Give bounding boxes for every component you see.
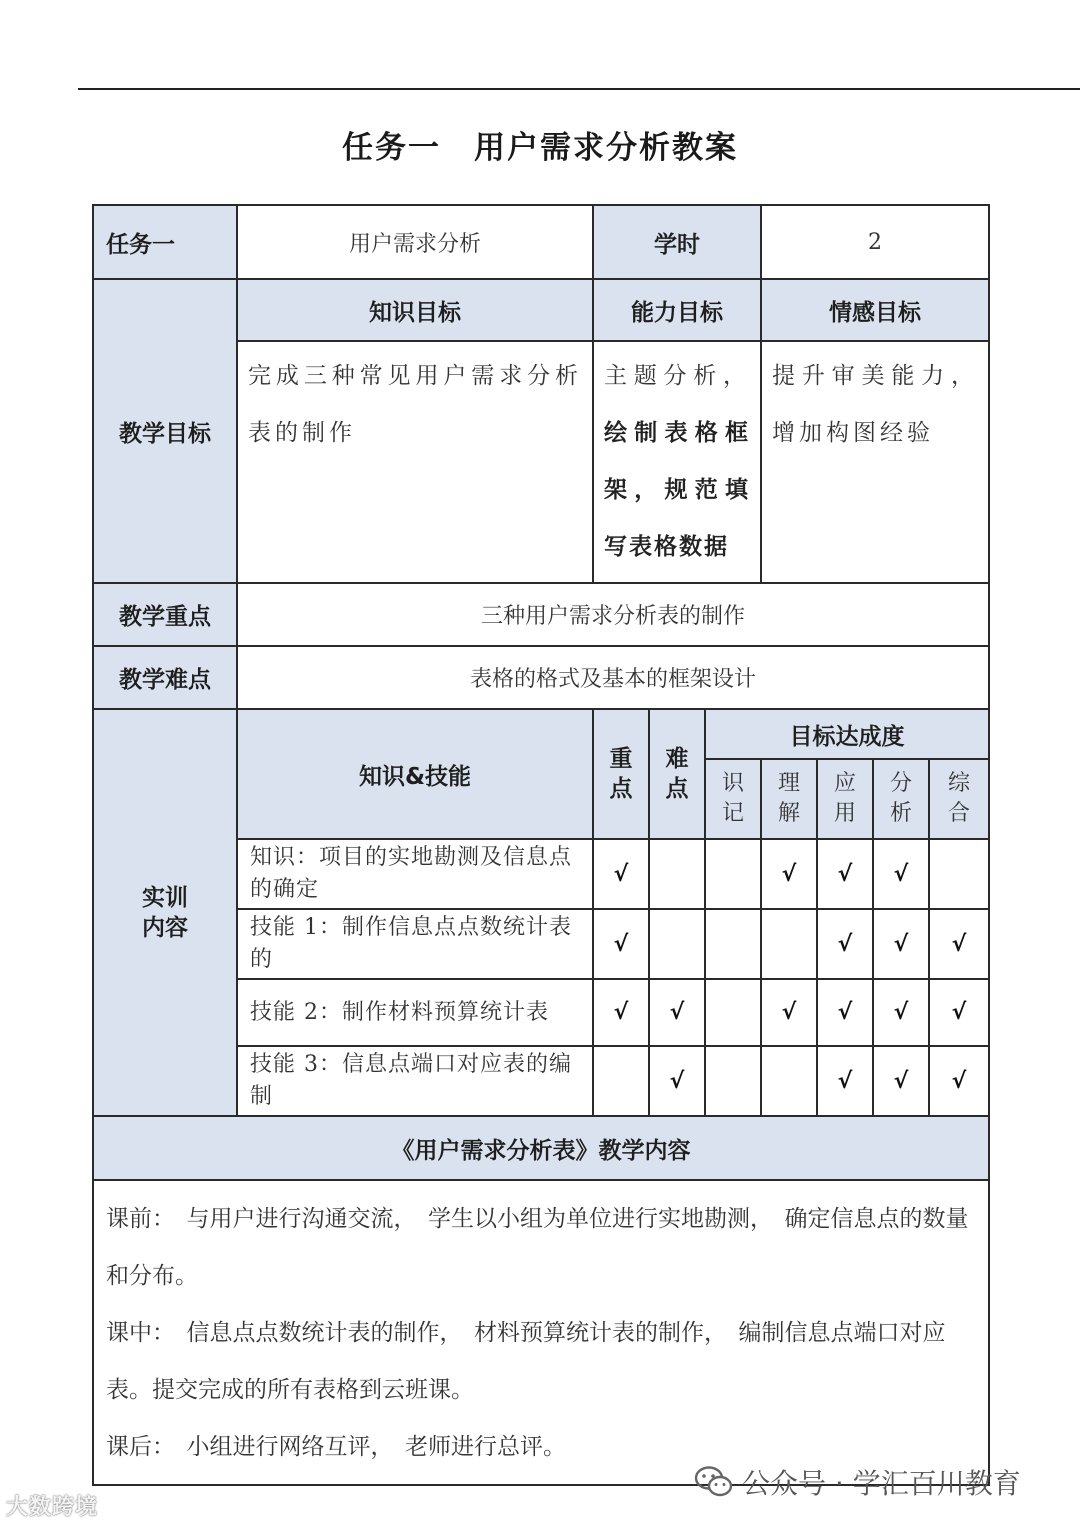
skill-text: 技能 2：制作材料预算统计表 (237, 979, 593, 1046)
task-label: 任务一 (93, 205, 237, 279)
check-cell (593, 839, 649, 909)
check-cell (817, 1046, 873, 1116)
check-cell (817, 839, 873, 909)
check-mark: √ (837, 1068, 853, 1094)
hours-label: 学时 (593, 205, 761, 279)
check-mark: √ (613, 1000, 629, 1025)
check-mark: √ (781, 1000, 797, 1025)
level-recall-header (705, 759, 761, 839)
check-cell (873, 979, 929, 1046)
check-mark: √ (781, 861, 797, 887)
key-point-value: 三种用户需求分析表的制作 (237, 583, 989, 646)
check-cell (649, 839, 705, 909)
key-header-char: 点 (609, 776, 633, 802)
check-cell (873, 839, 929, 909)
check-mark: √ (951, 1068, 967, 1094)
level-char: 析 (890, 801, 913, 826)
knowledge-goal-header: 知识目标 (237, 279, 593, 341)
ability-goal-text (593, 341, 761, 583)
content-before: 课前： 与用户进行沟通交流， 学生以小组为单位进行实地勘测， 确定信息点的数量和分布。 (106, 1206, 969, 1289)
check-mark: √ (893, 1000, 909, 1025)
check-cell (705, 839, 761, 909)
check-mark: √ (951, 931, 967, 957)
level-char: 分 (890, 771, 913, 796)
check-mark: √ (837, 861, 853, 887)
content-body (93, 1180, 989, 1485)
check-mark: √ (893, 931, 909, 957)
check-mark: √ (669, 1000, 685, 1025)
watermark: 大数跨境 (6, 1495, 99, 1520)
check-mark: √ (669, 1068, 685, 1094)
check-cell (817, 979, 873, 1046)
skill-text: 技能 1：制作信息点点数统计表的 (237, 909, 593, 979)
check-cell (649, 979, 705, 1046)
level-analyze-header (873, 759, 929, 839)
level-synthesize-header (929, 759, 989, 839)
check-cell (929, 909, 989, 979)
check-mark: √ (893, 1068, 909, 1094)
training-label-line2: 内容 (142, 914, 188, 941)
check-cell (761, 909, 817, 979)
footer-text: 公众号 · 学汇百川教育 (742, 1467, 1021, 1500)
check-mark: √ (613, 861, 629, 887)
check-cell (705, 1046, 761, 1116)
emotion-goal-text: 提升审美能力，增加构图经验 (761, 341, 989, 583)
level-char: 理 (778, 771, 801, 796)
check-cell (873, 909, 929, 979)
check-cell (705, 979, 761, 1046)
check-cell (873, 1046, 929, 1116)
level-char: 记 (722, 801, 745, 826)
skill-column-header: 知识&技能 (237, 709, 593, 839)
skill-text: 技能 3：信息点端口对应表的编制 (237, 1046, 593, 1116)
check-cell (929, 839, 989, 909)
content-during: 课中： 信息点点数统计表的制作， 材料预算统计表的制作， 编制信息点端口对应表。提交完成的所有表格到云班课。 (106, 1320, 946, 1403)
level-apply-header (817, 759, 873, 839)
difficulty-value: 表格的格式及基本的框架设计 (237, 646, 989, 709)
level-char: 合 (948, 801, 971, 826)
check-cell (761, 979, 817, 1046)
training-label (93, 709, 237, 1116)
lesson-plan-table (92, 204, 990, 1486)
task-value: 用户需求分析 (237, 205, 593, 279)
header-rule (78, 88, 1080, 90)
check-cell (593, 1046, 649, 1116)
check-cell (593, 979, 649, 1046)
difficulty-header-char: 点 (665, 776, 689, 802)
check-cell (705, 909, 761, 979)
level-char: 用 (834, 801, 857, 826)
difficulty-column-header (649, 709, 705, 839)
ability-goal-header: 能力目标 (593, 279, 761, 341)
ability-goal-plain: 主题分析， (604, 363, 751, 389)
ability-goal-bold: 绘制表格框架，规范填写表格数据 (604, 420, 751, 560)
key-header-char: 重 (609, 746, 633, 772)
check-cell (929, 1046, 989, 1116)
check-mark: √ (837, 931, 853, 957)
emotion-goal-header: 情感目标 (761, 279, 989, 341)
check-mark: √ (893, 861, 909, 887)
key-column-header (593, 709, 649, 839)
difficulty-label: 教学难点 (93, 646, 237, 709)
check-cell (593, 909, 649, 979)
skill-text: 知识：项目的实地勘测及信息点的确定 (237, 839, 593, 909)
check-mark: √ (837, 1000, 853, 1025)
check-mark: √ (951, 1000, 967, 1025)
level-understand-header (761, 759, 817, 839)
difficulty-header-char: 难 (665, 746, 689, 772)
content-header: 《用户需求分析表》教学内容 (93, 1116, 989, 1180)
check-cell (649, 909, 705, 979)
page-title: 任务一 用户需求分析教案 (342, 130, 738, 166)
objectives-label: 教学目标 (93, 279, 237, 583)
key-point-label: 教学重点 (93, 583, 237, 646)
check-cell (761, 1046, 817, 1116)
wechat-icon (694, 1465, 734, 1499)
level-char: 识 (722, 771, 745, 796)
check-mark: √ (613, 931, 629, 957)
knowledge-goal-text: 完成三种常见用户需求分析表的制作 (237, 341, 593, 583)
check-cell (761, 839, 817, 909)
check-cell (929, 979, 989, 1046)
check-cell (817, 909, 873, 979)
footer-account (694, 1460, 1064, 1504)
training-label-line1: 实训 (142, 884, 188, 911)
level-char: 应 (834, 771, 857, 796)
check-cell (649, 1046, 705, 1116)
level-char: 解 (778, 801, 801, 826)
content-after: 课后： 小组进行网络互评， 老师进行总评。 (106, 1434, 566, 1460)
level-char: 综 (948, 771, 971, 796)
hours-value: 2 (761, 205, 989, 279)
goal-achievement-header: 目标达成度 (705, 709, 989, 759)
